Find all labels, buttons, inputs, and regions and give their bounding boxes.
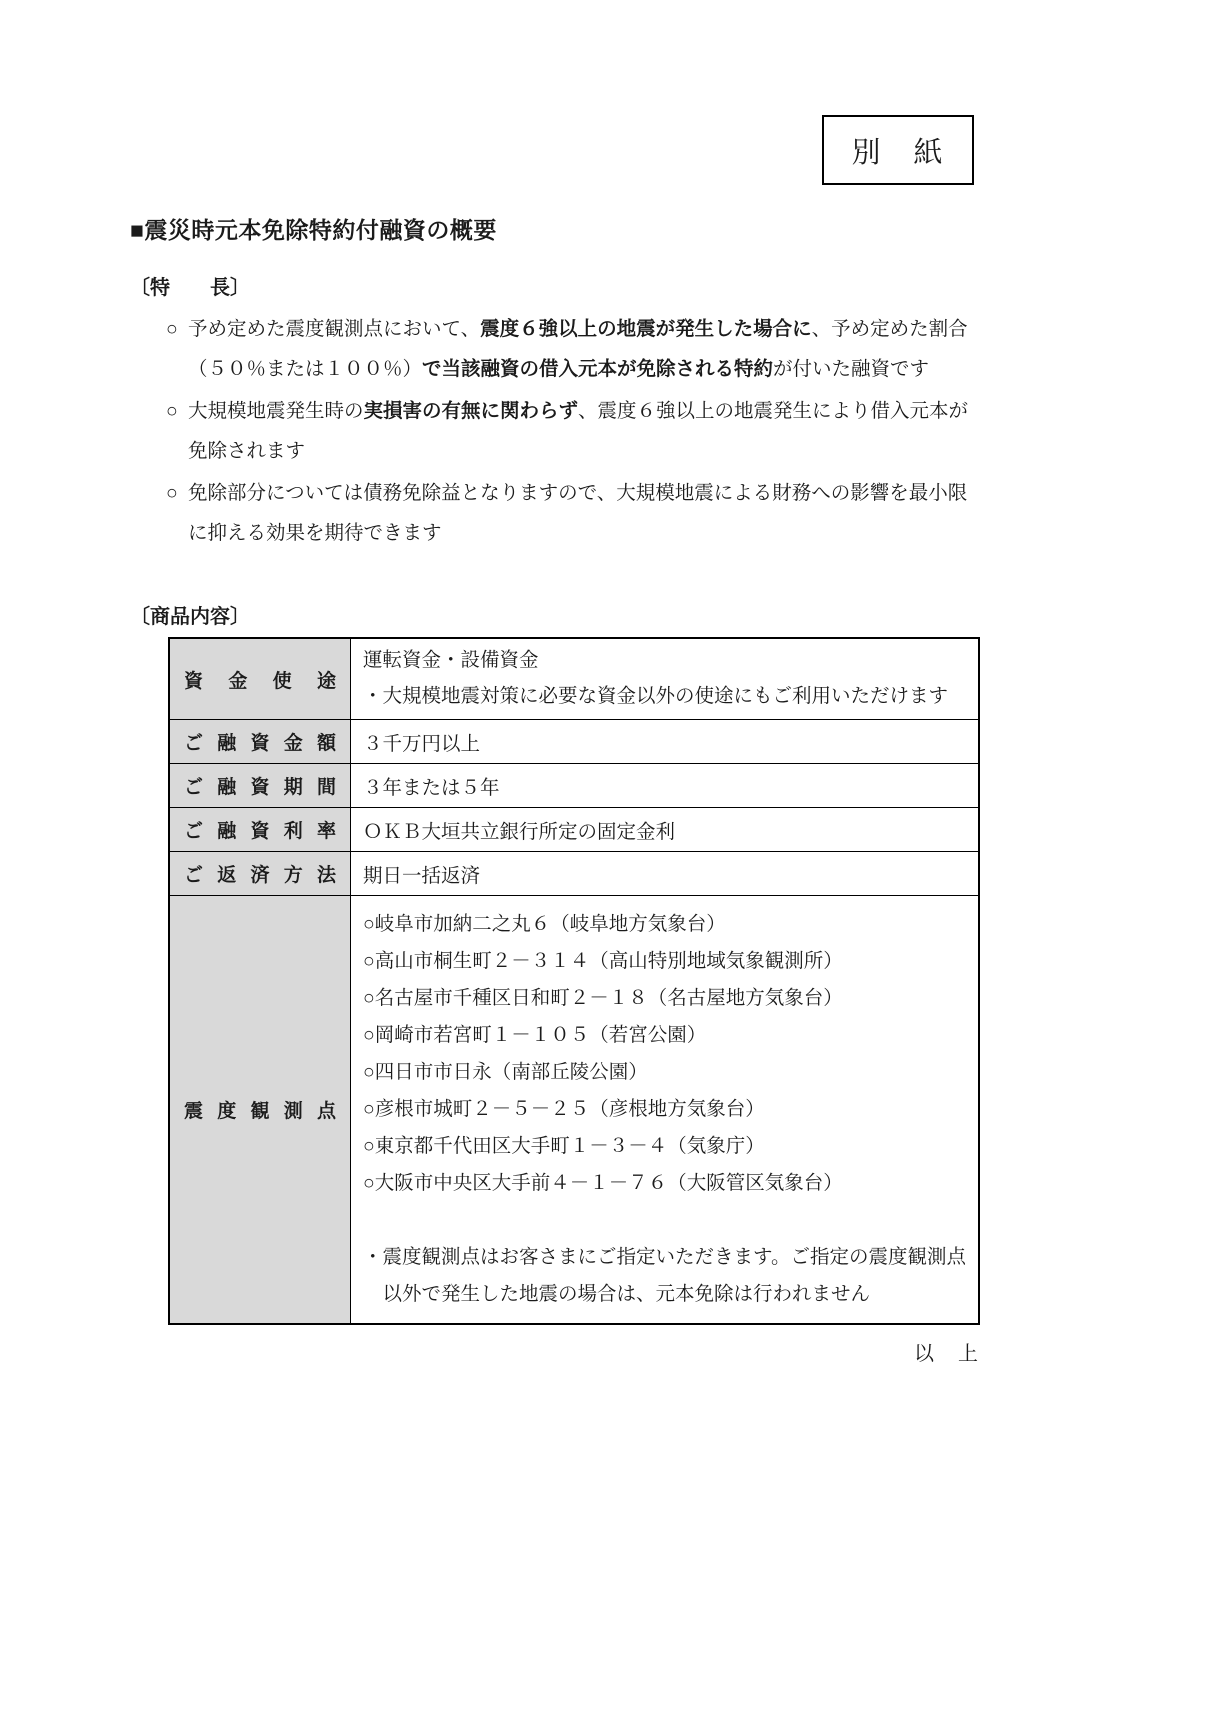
row-label-fund-usage: 資金使途	[169, 638, 351, 720]
document-body	[130, 0, 982, 1366]
text-segment-bold: 実損害の有無に関わらず	[363, 401, 579, 422]
feature-bullet-3	[166, 474, 982, 554]
row-label-loan-rate: ご融資利率	[169, 808, 351, 852]
doc-title: ■震災時元本免除特約付融資の概要	[130, 217, 497, 243]
text-segment: 免除部分については債務免除益となりますので、大規模地震による財務への影響を最小限に抑える効果を期待できます	[188, 483, 968, 544]
text-segment: 予め定めた震度観測点において、	[188, 319, 481, 340]
text-segment: が付いた融資です	[773, 359, 930, 380]
table-row-fund-usage	[169, 638, 979, 720]
circle-bullet-marker: ○	[166, 319, 178, 340]
text-segment-bold: 震度６強以上の地震が発生した場合に	[480, 319, 812, 340]
product-table	[168, 637, 980, 1325]
observation-note: ・震度観測点はお客さまにご指定いただきます。ご指定の震度観測点以外で発生した地震の場合は、元本免除は行われません	[363, 1247, 966, 1305]
observation-point: ○東京都千代田区大手町１－３－４（気象庁）	[363, 1136, 765, 1157]
observation-point: ○四日市市日永（南部丘陵公園）	[363, 1062, 648, 1083]
row-label-observation-points: 震度観測点	[169, 896, 351, 1325]
text-segment: 、震度６強以上の地震発生により借入元本が免除されます	[188, 401, 969, 462]
observation-point: ○大阪市中央区大手前４－１－７６（大阪管区気象台）	[363, 1173, 843, 1194]
table-row-loan-amount	[169, 720, 979, 764]
row-value-loan-term: ３年または５年	[351, 764, 980, 808]
observation-point: ○岡崎市若宮町１－１０５（若宮公園）	[363, 1025, 707, 1046]
products-heading: 〔商品内容〕	[130, 606, 250, 628]
row-value-observation-points	[351, 896, 980, 1325]
row-value-repayment-method: 期日一括返済	[351, 852, 980, 896]
circle-bullet-marker: ○	[166, 483, 178, 504]
observation-point: ○岐阜市加納二之丸６（岐阜地方気象台）	[363, 914, 726, 935]
table-row-loan-rate	[169, 808, 979, 852]
fund-usage-line: ・大規模地震対策に必要な資金以外の使途にもご利用いただけます	[363, 686, 949, 707]
text-segment: 、予め定めた割合（５０％または１００％）	[188, 319, 968, 380]
features-list	[130, 310, 982, 554]
observation-point: ○名古屋市千種区日和町２－１８（名古屋地方気象台）	[363, 988, 843, 1009]
feature-bullet-1	[166, 310, 982, 390]
feature-bullet-2	[166, 392, 982, 472]
row-label-loan-amount: ご融資金額	[169, 720, 351, 764]
row-label-repayment-method: ご返済方法	[169, 852, 351, 896]
text-segment: 大規模地震発生時の	[188, 401, 364, 422]
fund-usage-line: 運転資金・設備資金	[363, 650, 539, 671]
table-row-loan-term	[169, 764, 979, 808]
closing-text: 以 上	[914, 1343, 980, 1365]
features-heading: 〔特 長〕	[130, 277, 250, 299]
observation-point: ○高山市桐生町２－３１４（高山特別地域気象観測所）	[363, 951, 843, 972]
text-segment-bold: で当該融資の借入元本が免除される特約	[422, 359, 774, 380]
observation-point: ○彦根市城町２－５－２５（彦根地方気象台）	[363, 1099, 765, 1120]
row-label-loan-term: ご融資期間	[169, 764, 351, 808]
row-value-loan-rate: ＯＫＢ大垣共立銀行所定の固定金利	[351, 808, 980, 852]
row-value-fund-usage	[351, 638, 980, 720]
circle-bullet-marker: ○	[166, 401, 178, 422]
table-row-repayment-method	[169, 852, 979, 896]
attachment-label: 別 紙	[851, 136, 945, 169]
table-row-observation-points	[169, 896, 979, 1325]
row-value-loan-amount: ３千万円以上	[351, 720, 980, 764]
